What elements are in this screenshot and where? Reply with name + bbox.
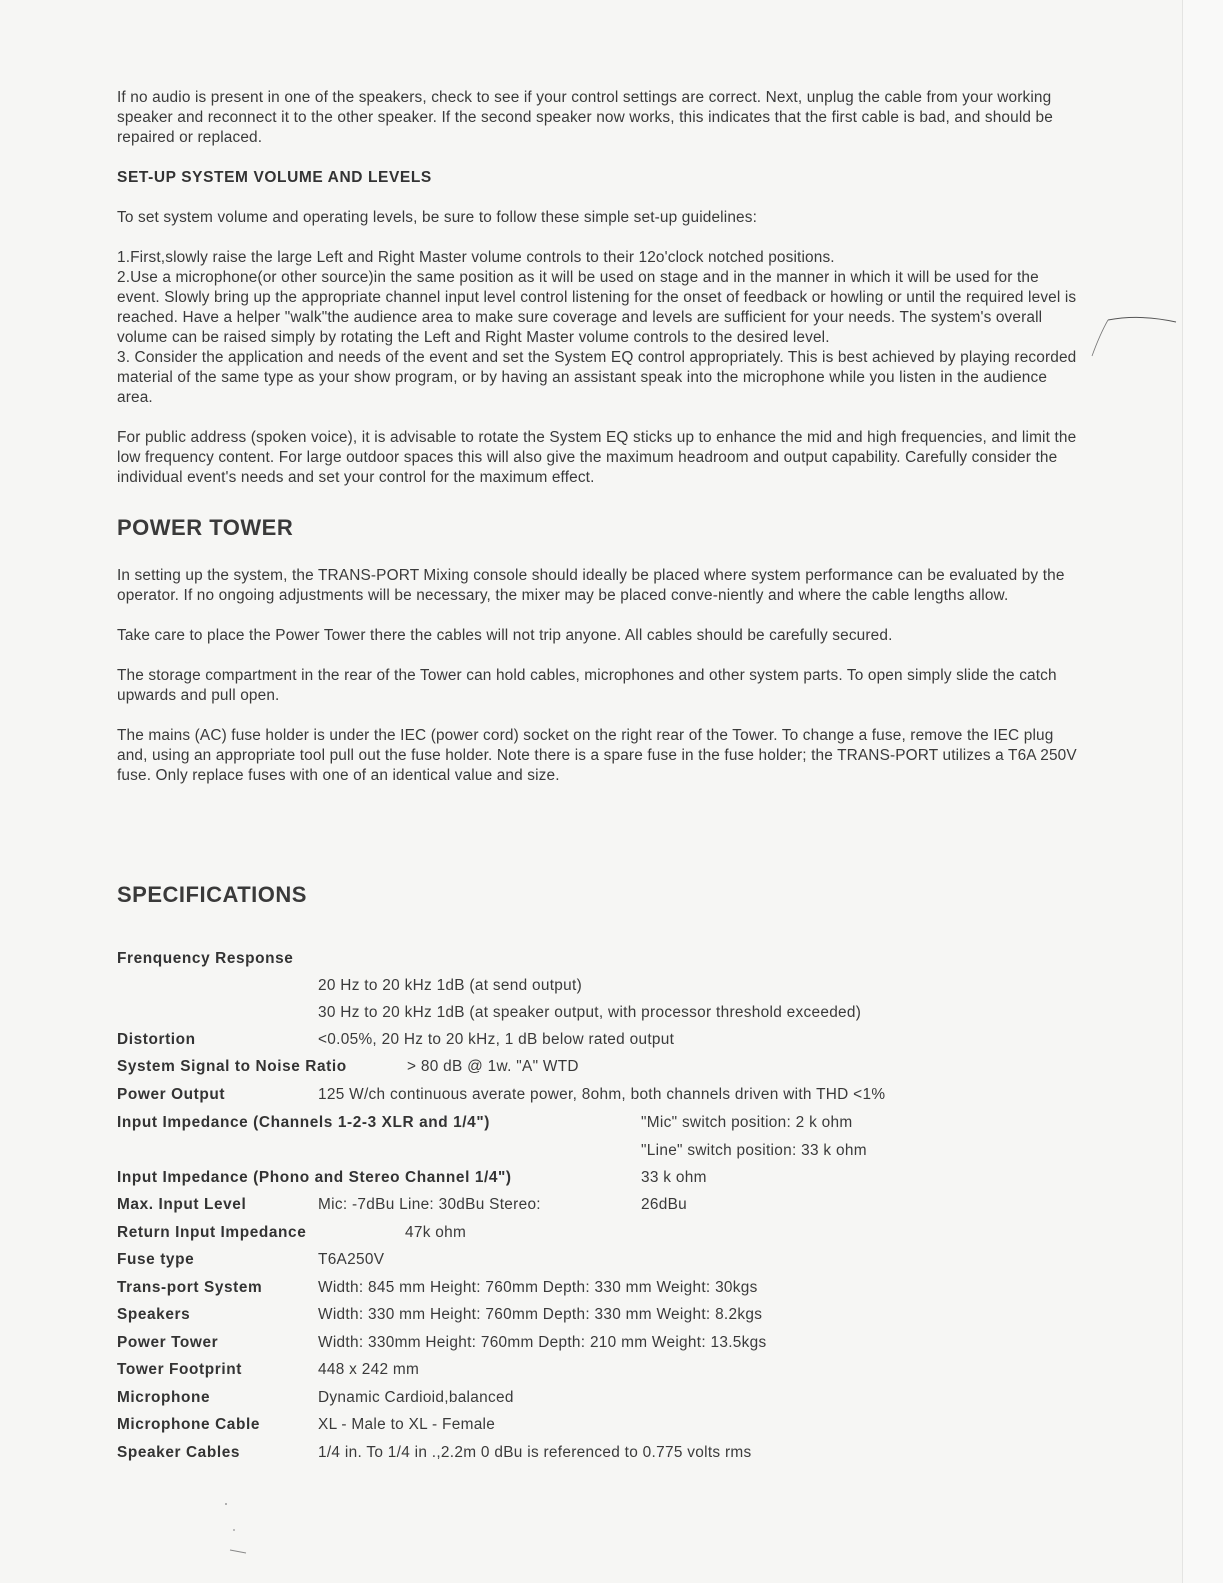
pen-mark (1090, 312, 1180, 362)
spec-row-fuse-type (117, 1249, 385, 1271)
power-tower-paragraph-1: In setting up the system, the TRANS-PORT Mixing console should ideally be placed where system performance can be evaluated by the operator. If no ongoing adjustments will be necessary, the mixer may be placed conve-niently and where the cable lengths allow. (117, 567, 1065, 604)
spec-value: 47k ohm (405, 1224, 467, 1241)
spec-value: Width: 330mm Height: 760mm Depth: 210 mm Weight: 13.5kgs (318, 1334, 767, 1351)
spec-value-stereo: 26dBu (641, 1196, 688, 1213)
spec-row-microphone (117, 1387, 514, 1409)
spec-label: Fuse type (117, 1251, 195, 1268)
setup-heading: SET-UP SYSTEM VOLUME AND LEVELS (117, 169, 432, 186)
spec-value: T6A250V (318, 1251, 385, 1268)
public-address-paragraph: For public address (spoken voice), it is advisable to rotate the System EQ sticks up to enhance the mid and high frequencies, and limit the low frequency content. For large outdoor spaces this will also give the maximum headroom and output capability. Carefully consider the individual event's needs and set your control for the maximum effect. (117, 429, 1077, 486)
power-tower-paragraph-4: The mains (AC) fuse holder is under the IEC (power cord) socket on the right rear of the Tower. To change a fuse, remove the IEC plug and, using an appropriate tool pull out the fuse holder. Note there is a spare fuse in the fuse holder; the TRANS-PORT utilizes a T6A 250V fuse. Only replace fuses with one of an identical value and size. (117, 727, 1077, 784)
troubleshooting-paragraph: If no audio is present in one of the speakers, check to see if your control settings are correct. Next, unplug the cable from your working speaker and reconnect it to the other speaker. If the second speaker now works, this indicates that the first cable is bad, and should be repaired or replaced. (117, 89, 1053, 146)
spec-value: 30 Hz to 20 kHz 1dB (at speaker output, with processor threshold exceeded) (318, 1004, 862, 1021)
scan-specks (220, 1500, 260, 1560)
setup-step-3: 3. Consider the application and needs of the event and set the System EQ control appropriately. This is best achieved by playing recorded material of the same type as your show program, or by having an assistant speak into the microphone while you listen in the audience area. (117, 349, 1077, 406)
spec-label: Frenquency Response (117, 950, 294, 967)
spec-value: 33 k ohm (641, 1169, 707, 1186)
power-tower-paragraph-3: The storage compartment in the rear of the Tower can hold cables, microphones and other system parts. To open simply slide the catch upwards and pull open. (117, 667, 1057, 704)
setup-intro: To set system volume and operating levels, be sure to follow these simple set-up guidelines: (117, 209, 758, 226)
page-edge-shadow (1182, 0, 1223, 1583)
spec-label: Return Input Impedance (117, 1224, 307, 1241)
spec-row-max-input (117, 1194, 688, 1216)
spec-row-power-output (117, 1084, 886, 1106)
spec-row-snr (117, 1056, 579, 1078)
spec-label: Max. Input Level (117, 1196, 247, 1213)
spec-value: Width: 330 mm Height: 760mm Depth: 330 mm Weight: 8.2kgs (318, 1306, 763, 1323)
spec-row-frequency (117, 948, 293, 970)
power-tower-heading: POWER TOWER (117, 515, 294, 540)
spec-row-power-tower (117, 1332, 767, 1354)
spec-label: Power Tower (117, 1334, 219, 1351)
spec-label: Microphone Cable (117, 1416, 260, 1433)
spec-value: Mic: -7dBu Line: 30dBu Stereo: (318, 1196, 541, 1213)
spec-row-trans-port-system (117, 1277, 758, 1299)
spec-label: Input Impedance (Phono and Stereo Channel 1/4") (117, 1169, 512, 1186)
manual-body (117, 88, 1082, 806)
spec-row-input-impedance-phono (117, 1167, 707, 1189)
spec-value: "Mic" switch position: 2 k ohm (641, 1114, 853, 1131)
spec-label: Speakers (117, 1306, 191, 1323)
spec-label: Input Impedance (Channels 1-2-3 XLR and 1/4") (117, 1114, 490, 1131)
spec-value: "Line" switch position: 33 k ohm (641, 1142, 867, 1159)
spec-label: Tower Footprint (117, 1361, 242, 1378)
spec-value: XL - Male to XL - Female (318, 1416, 496, 1433)
setup-step-2: 2.Use a microphone(or other source)in the same position as it will be used on stage and in the manner in which it will be used for the event. Slowly bring up the appropriate channel input level control listening for the onset of feedback or howling or until the required level is reached. Have a helper "walk"the audience area to make sure coverage and levels are sufficient for your needs. The system's overall volume can be raised simply by rotating the Left and Right Master volume controls to the desired level. (117, 269, 1077, 346)
spec-label: Trans-port System (117, 1279, 263, 1296)
power-tower-paragraph-2: Take care to place the Power Tower there the cables will not trip anyone. All cables should be carefully secured. (117, 627, 893, 644)
spec-row-speaker-cables (117, 1442, 752, 1464)
spec-value: 448 x 242 mm (318, 1361, 420, 1378)
spec-row-input-impedance-xlr (117, 1112, 853, 1134)
spec-value: 125 W/ch continuous averate power, 8ohm, both channels driven with THD <1% (318, 1086, 886, 1103)
spec-row-microphone-cable (117, 1414, 496, 1436)
spec-value: Dynamic Cardioid,balanced (318, 1389, 514, 1406)
spec-value: 1/4 in. To 1/4 in .,2.2m 0 dBu is referenced to 0.775 volts rms (318, 1444, 752, 1461)
specifications-heading: SPECIFICATIONS (117, 882, 307, 907)
setup-steps (117, 248, 1082, 408)
spec-value: 20 Hz to 20 kHz 1dB (at send output) (318, 977, 583, 994)
spec-value: Width: 845 mm Height: 760mm Depth: 330 mm Weight: 30kgs (318, 1279, 758, 1296)
spec-label: Distortion (117, 1031, 196, 1048)
spec-label: Power Output (117, 1086, 226, 1103)
spec-label: Speaker Cables (117, 1444, 241, 1461)
spec-value: <0.05%, 20 Hz to 20 kHz, 1 dB below rated output (318, 1031, 675, 1048)
setup-step-1: 1.First,slowly raise the large Left and Right Master volume controls to their 12o'clock notched positions. (117, 249, 835, 266)
spec-value: > 80 dB @ 1w. "A" WTD (407, 1058, 579, 1075)
spec-row-distortion (117, 1029, 675, 1051)
spec-row-return-impedance (117, 1222, 467, 1244)
spec-label: Microphone (117, 1389, 211, 1406)
spec-row-speakers (117, 1304, 763, 1326)
spec-row-tower-footprint (117, 1359, 420, 1381)
spec-label: System Signal to Noise Ratio (117, 1058, 347, 1075)
